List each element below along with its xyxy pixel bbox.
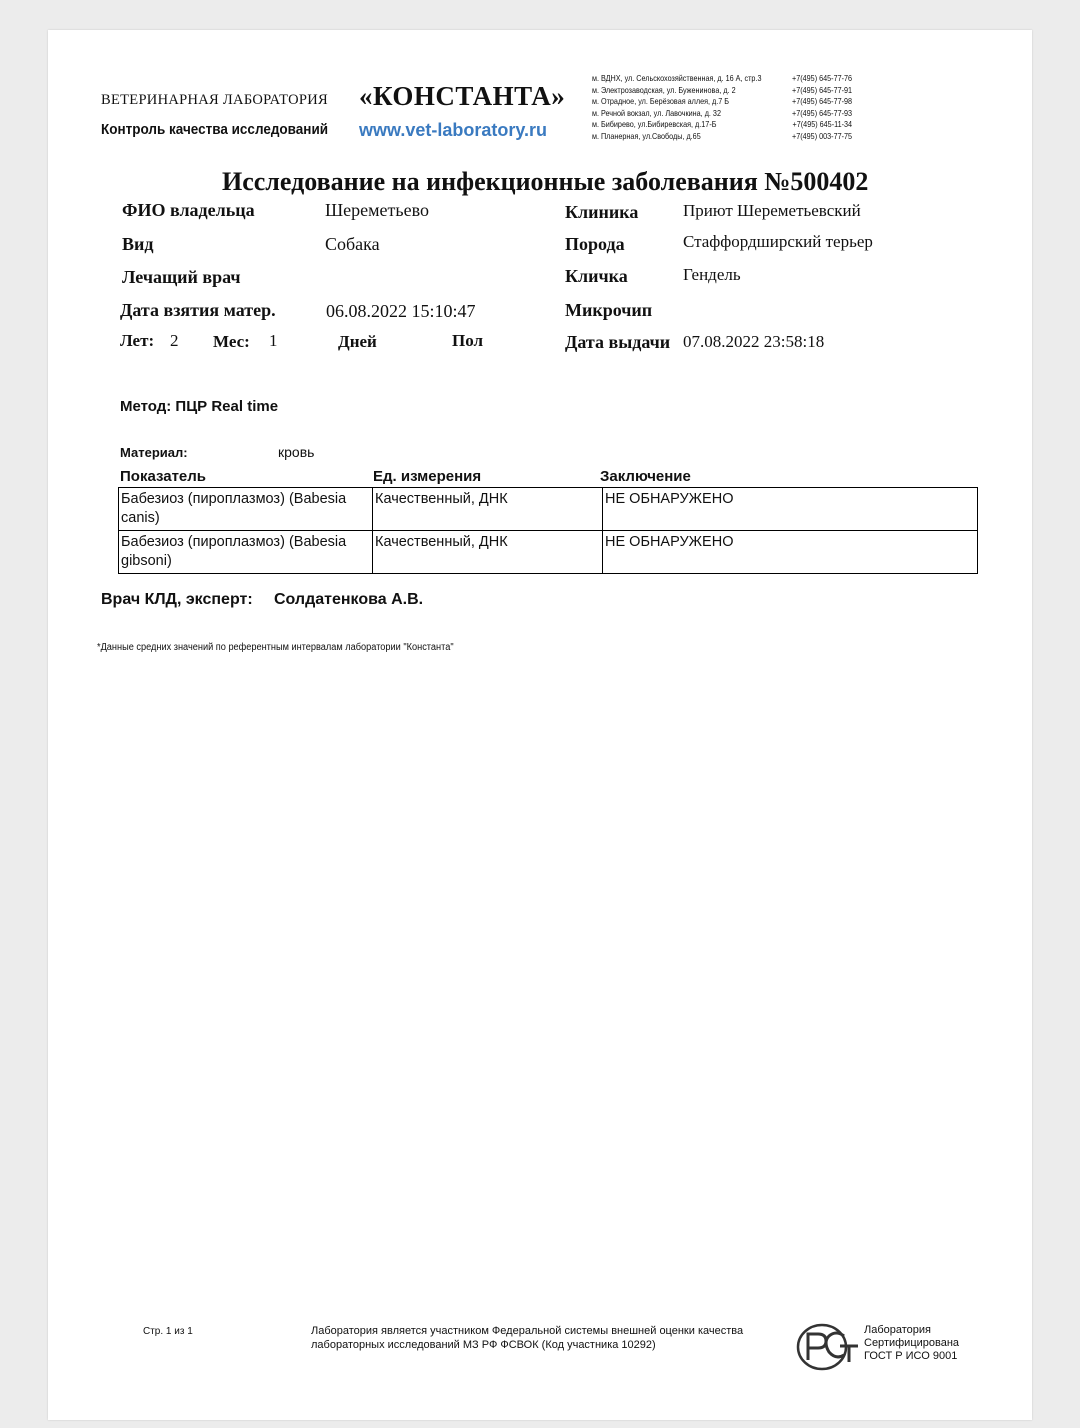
sample-date-label: Дата взятия матер. <box>120 300 276 320</box>
nickname-label: Кличка <box>565 266 628 286</box>
method-text: Метод: ПЦР Real time <box>120 398 279 415</box>
report-title: Исследование на инфекционные заболевания №500402 <box>222 167 869 196</box>
phone-item: +7(495) 645-77-76 <box>792 73 853 83</box>
owner-value: Шереметьево <box>325 200 429 220</box>
phone-item: +7(495) 003-77-75 <box>792 130 853 141</box>
fsvok-statement <box>311 1324 743 1352</box>
rst-certification-logo-icon <box>796 1320 866 1374</box>
column-header-result: Заключение <box>600 468 691 485</box>
nickname-value: Гендель <box>683 265 741 284</box>
sample-date-value: 06.08.2022 15:10:47 <box>326 301 476 321</box>
material-label: Материал: <box>120 445 188 460</box>
years-value: 2 <box>170 331 179 350</box>
result-cell: НЕ ОБНАРУЖЕНО <box>603 488 978 531</box>
issue-date-label: Дата выдачи <box>565 332 671 352</box>
indicator-line: gibsoni) <box>121 553 172 569</box>
address-item: м. Электрозаводская, ул. Буженинова, д. 2 <box>592 84 736 95</box>
species-label: Вид <box>122 234 154 254</box>
phone-list <box>792 73 852 143</box>
material-value: кровь <box>278 444 315 460</box>
document-page <box>48 30 1032 1420</box>
years-label: Лет: <box>120 331 155 350</box>
table-row <box>119 488 978 531</box>
lab-name: ВЕТЕРИНАРНАЯ ЛАБОРАТОРИЯ <box>101 92 328 108</box>
sex-label: Пол <box>452 331 484 350</box>
clinic-value: Приют Шереметьевский <box>683 201 861 220</box>
unit-cell: Качественный, ДНК <box>373 531 603 574</box>
fsvok-line: Лаборатория является участником Федеральной системы внешней оценки качества <box>311 1325 744 1337</box>
indicator-cell <box>119 531 373 574</box>
lab-brand: «КОНСТАНТА» <box>359 81 566 111</box>
table-row <box>119 531 978 574</box>
phone-item: +7(495) 645-77-91 <box>792 84 853 95</box>
indicator-cell <box>119 488 373 531</box>
issue-date-value: 07.08.2022 23:58:18 <box>683 332 825 351</box>
address-item: м. ВДНХ, ул. Сельскохозяйственная, д. 16 А, стр.3 <box>592 73 762 83</box>
column-header-unit: Ед. измерения <box>373 468 482 485</box>
quality-tagline: Контроль качества исследований <box>101 121 329 138</box>
breed-label: Порода <box>565 234 625 254</box>
address-list <box>592 73 761 143</box>
reference-note: *Данные средних значений по референтным интервалам лаборатории "Константа" <box>97 642 454 653</box>
address-item: м. Речной вокзал, ул. Лавочкина, д. 32 <box>592 107 721 118</box>
address-item: м. Отрадное, ул. Берёзовая аллея, д.7 Б <box>592 96 730 107</box>
cert-line: Лаборатория <box>864 1324 931 1336</box>
months-value: 1 <box>269 331 278 350</box>
days-label: Дней <box>338 332 377 351</box>
phone-item: +7(495) 645-11-34 <box>792 119 853 130</box>
owner-label: ФИО владельца <box>122 200 255 220</box>
expert-label: Врач КЛД, эксперт: <box>101 591 253 608</box>
fsvok-line: лабораторных исследований МЗ РФ ФСВОК (Код участника 10292) <box>311 1339 656 1351</box>
indicator-line: Бабезиоз (пироплазмоз) (Babesia <box>121 534 347 550</box>
column-header-indicator: Показатель <box>120 468 207 485</box>
result-cell: НЕ ОБНАРУЖЕНО <box>603 531 978 574</box>
cert-line: Сертифицирована <box>864 1337 960 1349</box>
indicator-line: canis) <box>121 510 160 526</box>
months-label: Мес: <box>213 332 250 351</box>
clinic-label: Клиника <box>565 202 639 222</box>
cert-line: ГОСТ Р ИСО 9001 <box>864 1350 958 1362</box>
unit-cell: Качественный, ДНК <box>373 488 603 531</box>
address-item: м. Планерная, ул.Свободы, д.65 <box>592 130 701 141</box>
expert-name: Солдатенкова А.В. <box>274 591 424 608</box>
page-number: Стр. 1 из 1 <box>143 1326 193 1337</box>
address-item: м. Бибирево, ул.Бибиревская, д.17-Б <box>592 119 717 130</box>
breed-value: Стаффордширский терьер <box>683 232 873 251</box>
website-link[interactable]: www.vet-laboratory.ru <box>359 120 548 140</box>
phone-item: +7(495) 645-77-93 <box>792 107 853 118</box>
indicator-line: Бабезиоз (пироплазмоз) (Babesia <box>121 491 347 507</box>
microchip-label: Микрочип <box>565 300 653 320</box>
phone-item: +7(495) 645-77-98 <box>792 96 853 107</box>
species-value: Собака <box>325 234 380 254</box>
certification-text <box>864 1324 959 1363</box>
doctor-label: Лечащий врач <box>122 267 241 287</box>
results-table <box>118 487 978 574</box>
